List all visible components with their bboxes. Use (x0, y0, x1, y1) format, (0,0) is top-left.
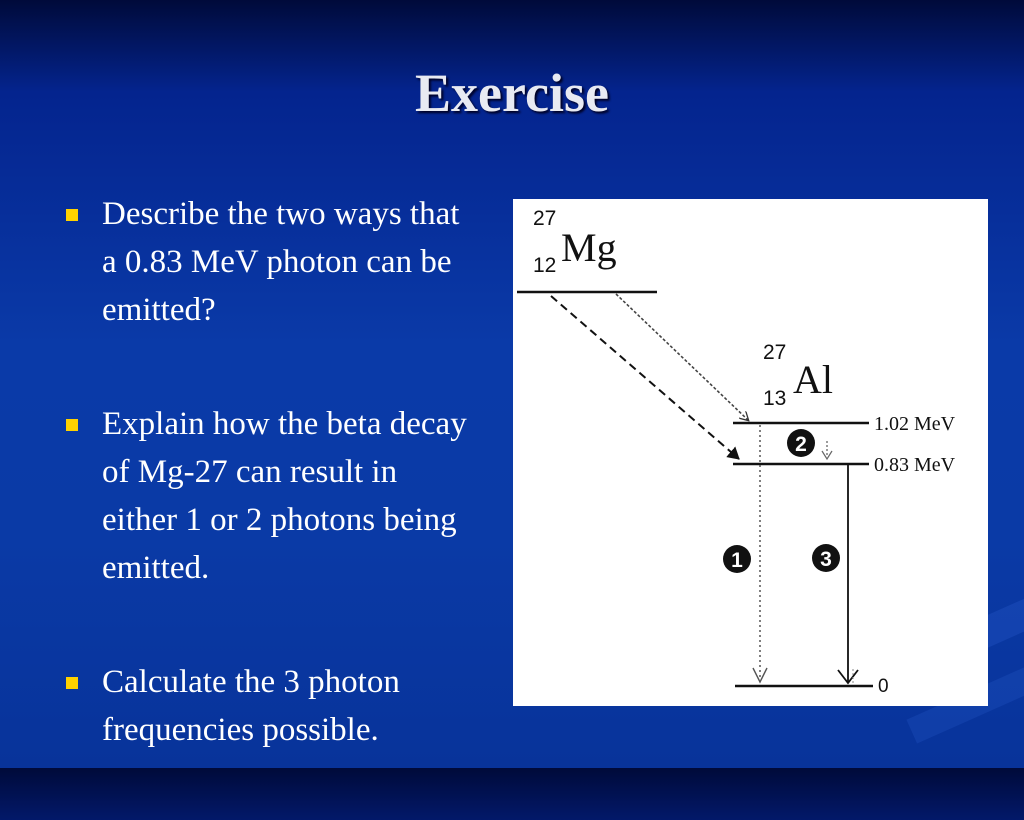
beta-decay-arrow-to-1-02 (616, 294, 748, 420)
bullet-item (60, 658, 480, 754)
al-mass-number: 27 (763, 341, 787, 364)
mg-atomic-number: 12 (533, 254, 557, 277)
level-label-0-83: 0.83 MeV (874, 454, 956, 476)
bullet-item (60, 190, 480, 334)
bullet-text: Describe the two ways that a 0.83 MeV photon can be emitted? (102, 196, 460, 328)
marker-1 (723, 545, 751, 573)
mg-symbol: Mg (561, 225, 617, 270)
marker-3 (812, 544, 840, 572)
bullet-square-icon (66, 209, 78, 221)
marker-1-label: 1 (731, 549, 743, 572)
bullet-square-icon (66, 419, 78, 431)
bullet-square-icon (66, 677, 78, 689)
beta-decay-arrow-to-0-83 (551, 296, 739, 459)
bullet-list (60, 190, 480, 820)
marker-3-label: 3 (820, 548, 832, 571)
al-atomic-number: 13 (763, 387, 787, 410)
bullet-text: Calculate the 3 photon frequencies possible. (102, 664, 400, 748)
mg-mass-number: 27 (533, 207, 557, 230)
al-symbol: Al (793, 357, 833, 402)
energy-level-diagram (513, 199, 988, 706)
marker-2-label: 2 (795, 433, 807, 456)
bullet-item (60, 400, 480, 592)
level-label-1-02: 1.02 MeV (874, 413, 956, 435)
bullet-text: Explain how the beta decay of Mg-27 can result in either 1 or 2 photons being emitted. (102, 406, 467, 586)
level-label-ground: 0 (878, 676, 889, 697)
marker-2 (787, 429, 815, 457)
slide-title: Exercise (415, 63, 609, 123)
